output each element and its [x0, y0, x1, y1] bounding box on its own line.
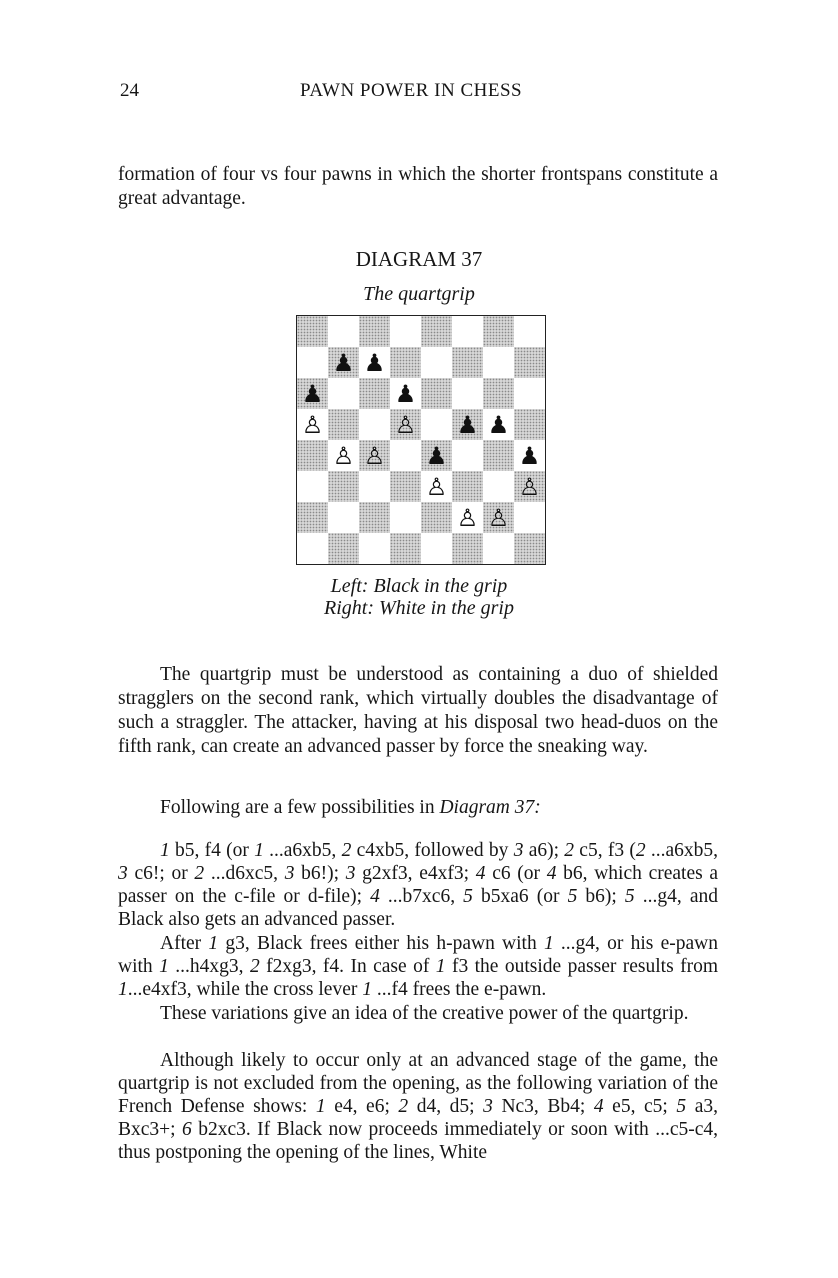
square-g4 — [483, 440, 514, 471]
square-a4 — [297, 440, 328, 471]
square-d6 — [390, 378, 421, 409]
body-paragraph-2 — [118, 796, 718, 820]
square-h5 — [514, 409, 545, 440]
square-b8 — [328, 316, 359, 347]
creative-power-paragraph: These variations give an idea of the creative power of the quartgrip. — [160, 1003, 689, 1024]
square-e5 — [421, 409, 452, 440]
square-h3 — [514, 471, 545, 502]
square-e1 — [421, 533, 452, 564]
square-a1 — [297, 533, 328, 564]
square-e3 — [421, 471, 452, 502]
square-c2 — [359, 502, 390, 533]
opening-paragraph: Although likely to occur only at an advanced stage of the game, the quartgrip is not excluded from the opening, as the following variation of the French Defense shows: 1 e4, e6; 2 d4, d5; 3 Nc3, Bb4; 4 e5, c5; 5 a3, Bxc3+; 6 b2xc3. If Black now proceeds immediately or soon with ...c5-c4, thus postponing the opening of the lines, White — [118, 1050, 719, 1163]
white-pawn-icon: ♙ — [394, 410, 417, 439]
black-pawn-icon: ♟ — [394, 379, 417, 408]
square-c8 — [359, 316, 390, 347]
page-number: 24 — [120, 80, 139, 101]
square-e4 — [421, 440, 452, 471]
square-f8 — [452, 316, 483, 347]
square-b5 — [328, 409, 359, 440]
square-e2 — [421, 502, 452, 533]
diagram-reference: Diagram 37: — [439, 797, 541, 818]
square-g1 — [483, 533, 514, 564]
black-pawn-icon: ♟ — [301, 379, 324, 408]
after-g3-paragraph: After 1 g3, Black frees either his h-pawn with 1 ...g4, or his e-pawn with 1 ...h4xg3, 2 f2xg3, f4. In case of 1 f3 the outside passer results from 1...e4xf3, while the cross lever 1 ...f4 frees the e-pawn. — [118, 933, 719, 1000]
square-g6 — [483, 378, 514, 409]
black-pawn-icon: ♟ — [456, 410, 479, 439]
black-pawn-icon: ♟ — [518, 441, 541, 470]
diagram-title: DIAGRAM 37 — [355, 247, 483, 271]
square-a5 — [297, 409, 328, 440]
caption-right: Right: White in the grip — [324, 597, 514, 619]
square-d2 — [390, 502, 421, 533]
white-pawn-icon: ♙ — [363, 441, 386, 470]
square-f7 — [452, 347, 483, 378]
white-pawn-icon: ♙ — [487, 503, 510, 532]
square-g3 — [483, 471, 514, 502]
body-paragraph: The quartgrip must be understood as containing a duo of shielded stragglers on the second rank, which virtually doubles the disadvantage of such a straggler. The attacker, having at his disposal two head-duos on the fifth rank, can create an advanced passer by force the sneaking way. — [118, 664, 718, 757]
square-b7 — [328, 347, 359, 378]
square-a7 — [297, 347, 328, 378]
square-b1 — [328, 533, 359, 564]
chess-diagram — [296, 315, 546, 565]
square-g5 — [483, 409, 514, 440]
square-c3 — [359, 471, 390, 502]
square-c7 — [359, 347, 390, 378]
square-a2 — [297, 502, 328, 533]
white-pawn-icon: ♙ — [301, 410, 324, 439]
square-b4 — [328, 440, 359, 471]
square-h8 — [514, 316, 545, 347]
white-pawn-icon: ♙ — [518, 472, 541, 501]
square-g7 — [483, 347, 514, 378]
square-c5 — [359, 409, 390, 440]
square-f2 — [452, 502, 483, 533]
square-d8 — [390, 316, 421, 347]
square-f5 — [452, 409, 483, 440]
square-d3 — [390, 471, 421, 502]
caption-left: Left: Black in the grip — [330, 575, 508, 597]
square-a3 — [297, 471, 328, 502]
square-g2 — [483, 502, 514, 533]
paragraph-text: Following are a few possibilities in — [160, 797, 440, 818]
square-d1 — [390, 533, 421, 564]
white-pawn-icon: ♙ — [332, 441, 355, 470]
square-h7 — [514, 347, 545, 378]
square-h4 — [514, 440, 545, 471]
square-c1 — [359, 533, 390, 564]
square-f1 — [452, 533, 483, 564]
square-h6 — [514, 378, 545, 409]
square-a8 — [297, 316, 328, 347]
square-g8 — [483, 316, 514, 347]
black-pawn-icon: ♟ — [425, 441, 448, 470]
white-pawn-icon: ♙ — [425, 472, 448, 501]
square-e8 — [421, 316, 452, 347]
square-e6 — [421, 378, 452, 409]
square-f3 — [452, 471, 483, 502]
black-pawn-icon: ♟ — [363, 348, 386, 377]
square-d4 — [390, 440, 421, 471]
black-pawn-icon: ♟ — [487, 410, 510, 439]
square-d5 — [390, 409, 421, 440]
square-f6 — [452, 378, 483, 409]
square-c6 — [359, 378, 390, 409]
square-h2 — [514, 502, 545, 533]
square-d7 — [390, 347, 421, 378]
diagram-subtitle: The quartgrip — [363, 283, 475, 305]
running-title: PAWN POWER IN CHESS — [300, 80, 523, 101]
square-e7 — [421, 347, 452, 378]
square-b6 — [328, 378, 359, 409]
square-f4 — [452, 440, 483, 471]
square-h1 — [514, 533, 545, 564]
intro-paragraph: formation of four vs four pawns in which the shorter frontspans constitute a great advantage. — [118, 164, 718, 209]
square-a6 — [297, 378, 328, 409]
white-pawn-icon: ♙ — [456, 503, 479, 532]
square-c4 — [359, 440, 390, 471]
variations-paragraph: 1 b5, f4 (or 1 ...a6xb5, 2 c4xb5, followed by 3 a6); 2 c5, f3 (2 ...a6xb5, 3 c6!; or 2 ...d6xc5, 3 b6!); 3 g2xf3, e4xf3; 4 c6 (or 4 b6, which creates a passer on the c-file or d-file); 4 ...b7xc6, 5 b5xa6 (or 5 b6); 5 ...g4, and Black also gets an advanced passer. — [118, 840, 719, 930]
square-b2 — [328, 502, 359, 533]
square-b3 — [328, 471, 359, 502]
black-pawn-icon: ♟ — [332, 348, 355, 377]
